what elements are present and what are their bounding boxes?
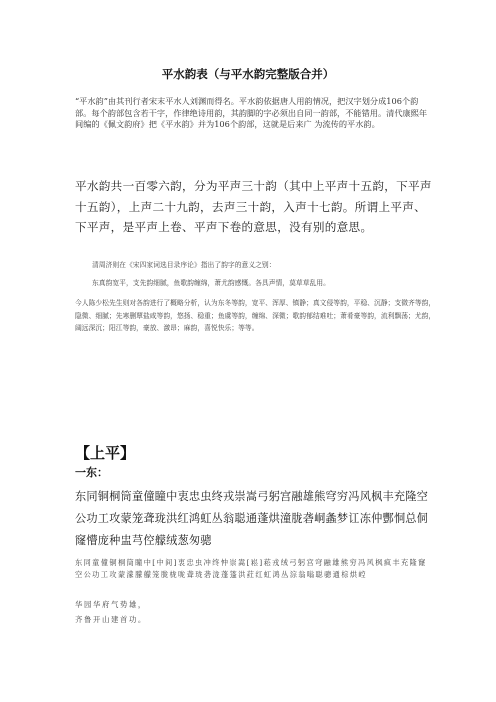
note-paragraph-1: 清周济则在《宋四家词选目录序论》指出了韵字的意义之别：	[92, 261, 276, 269]
summary-paragraph: 平水韵共一百零六韵，分为平声三十韵（其中上平声十五韵，下平声十五韵），上声二十九韵，去声三十韵，入声十七韵。所谓上平声、下平声，是平声上卷、平声下卷的意思，没有别的意思。	[75, 179, 432, 234]
note-paragraph-2: 东真韵宽平，支先韵细腻，鱼歌韵缠绵，萧尤韵感慨。各具声情，莫草草乱用。	[92, 279, 330, 287]
rhyme-characters-large: 东同铜桐筒童僮瞳中衷忠虫终戎崇嵩弓躬宫融雄熊穹穷冯风枫丰充隆空公功工攻蒙笼聋珑洪红鸿虹丛翁聪通蓬烘潼胧砻峒螽梦讧冻仲酆恫总侗窿懵庞种盅芎倥艨绒葱匆骢	[75, 490, 429, 547]
verse-line-2: 齐鲁开山建首功。	[75, 615, 147, 624]
section-heading: 【上平】	[75, 444, 136, 462]
intro-paragraph: “平水韵”由其刊行者宋末平水人刘渊而得名。平水韵依据唐人用韵情况，把汉字划分成106个韵部。每个韵部包含若干字，作律绝诗用韵，其韵脚的字必须出自同一韵部，不能错用。清代康熙年间编的《佩文韵府》把《平水韵》并为106个韵部，这就是后来广 为流传的平水韵。	[75, 96, 428, 130]
document-title: 平水韵表（与平水韵完整版合并）	[161, 67, 335, 81]
note-paragraph-3: 今人陈少松先生则对各韵进行了概略分析，认为东冬等韵，宽平、浑厚、镇静；真文侵等韵，平稳、沉静；支微齐等韵，隐微、细腻；先寒删覃盐咸等韵，悠扬、稳重；鱼虞等韵，缠绵、深微；歌韵郁结难吐；萧肴豪等韵，流利飘荡；尤韵，阔远深沉；阳江等韵，豪放、激昂；麻韵，喜悦快乐；等等。	[75, 299, 436, 332]
rhyme-characters-small: 东同童僮铜桐筒瞳中[中间]衷忠虫冲终忡崇嵩[崧]菘戎绒弓躬宫穹融雄熊穷冯风枫疯丰充隆窿空公功工攻蒙濛朦艨笼胧栊咙聋珑砻泷蓬篷洪荭红虹鸿丛淙翁嗡聪骢通棕烘崆	[75, 558, 427, 579]
verse-line-1: 华园华府气势雄，	[75, 600, 147, 609]
rhyme-heading: 一东：	[75, 466, 108, 479]
